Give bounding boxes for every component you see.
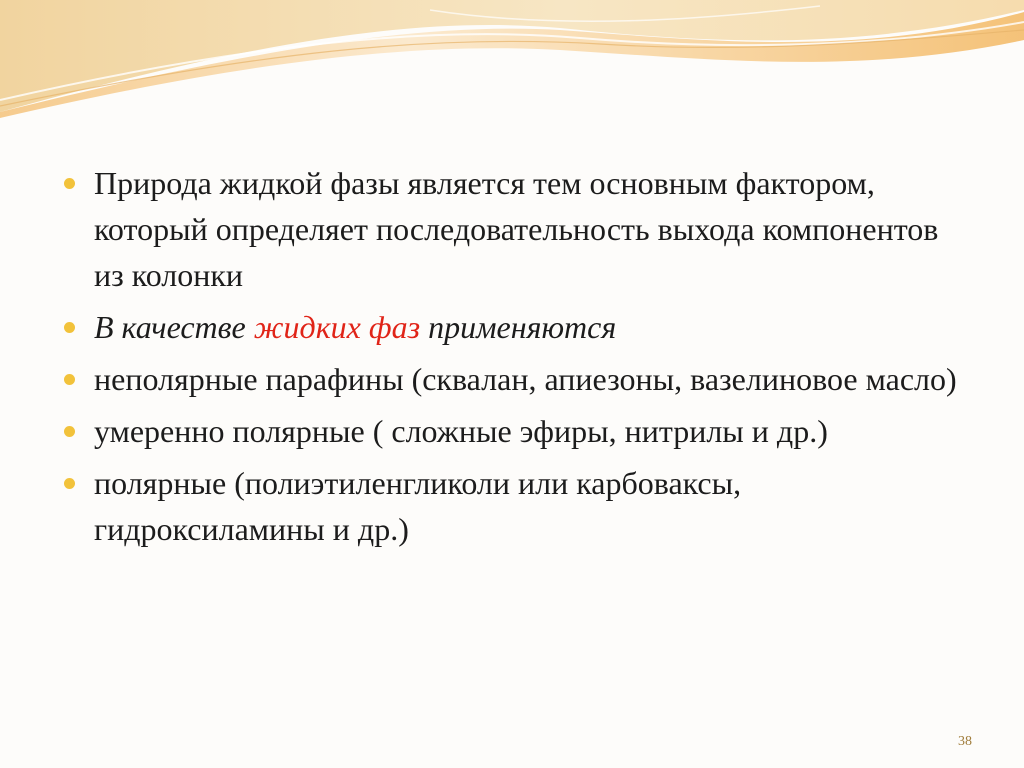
bullet-item	[60, 304, 960, 350]
bullet-text-part: В качестве	[94, 309, 254, 345]
bullet-dot-icon	[64, 322, 75, 333]
bullet-item	[60, 160, 960, 298]
bullet-item	[60, 408, 960, 454]
bullet-item	[60, 460, 960, 552]
bullet-item	[60, 356, 960, 402]
bullet-dot-icon	[64, 374, 75, 385]
bullet-text: неполярные парафины (сквалан, апиезоны, вазелиновое масло)	[94, 361, 957, 397]
slide-body	[60, 160, 960, 558]
bullet-text-part: применяются	[420, 309, 617, 345]
page-number: 38	[958, 734, 972, 749]
bullet-dot-icon	[64, 426, 75, 437]
bullet-text: полярные (полиэтиленгликоли или карбоваксы, гидроксиламины и др.)	[94, 465, 742, 547]
bullet-dot-icon	[64, 178, 75, 189]
bullet-text: умеренно полярные ( сложные эфиры, нитрилы и др.)	[94, 413, 828, 449]
bullet-text: Природа жидкой фазы является тем основным фактором, который определяет последовательность выхода компонентов из колонки	[94, 165, 939, 293]
highlighted-text: жидких фаз	[253, 309, 421, 345]
bullet-dot-icon	[64, 478, 75, 489]
